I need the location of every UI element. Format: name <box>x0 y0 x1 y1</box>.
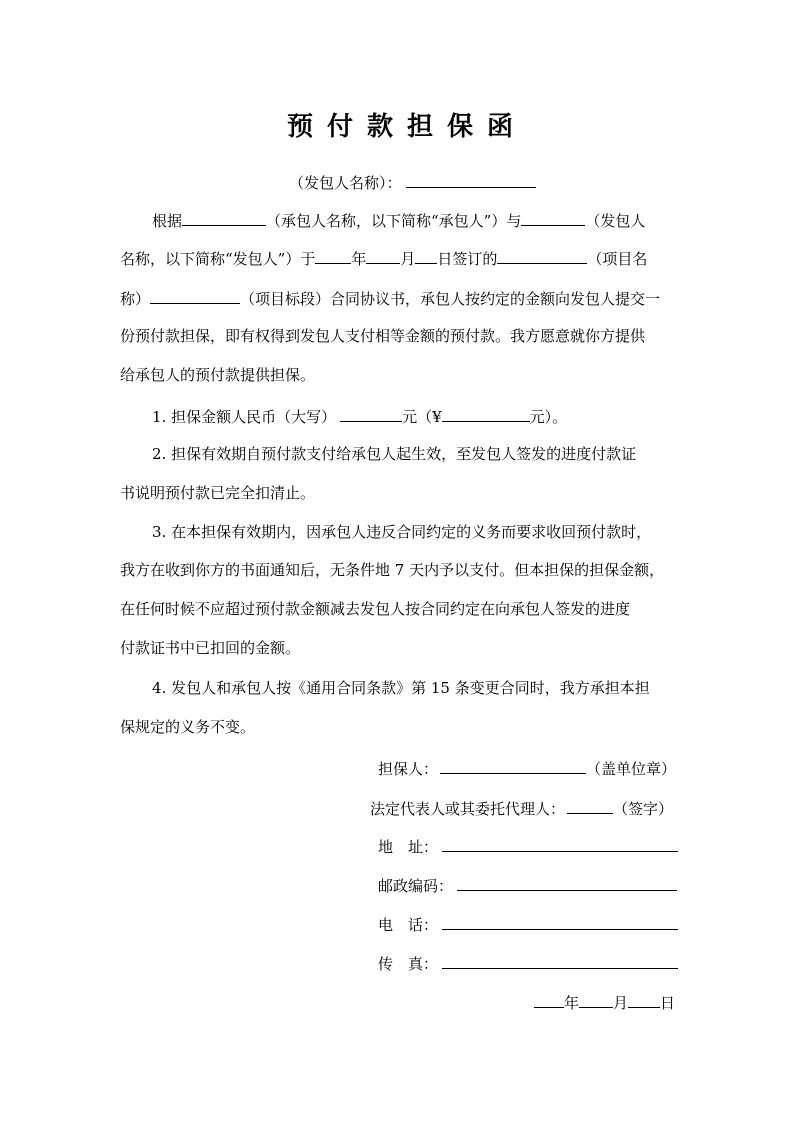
para1-text: 名称，以下简称“发包人”）于 <box>120 250 316 268</box>
item3-line3: 在任何时候不应超过预付款金额减去发包人按合同约定在向承包人签发的进度 <box>120 600 631 618</box>
date-day-blank[interactable] <box>628 990 660 1008</box>
phone-label: 电 话： <box>378 916 439 934</box>
fax-blank[interactable] <box>442 951 678 969</box>
para1-text: （项目名 <box>587 250 648 268</box>
para1-text: （项目标段）合同协议书，承包人按约定的金额向发包人提交一 <box>240 290 661 308</box>
para1-line4: 份预付款担保，即有权得到发包人支付相等金额的预付款。我方愿意就你方提供 <box>120 327 646 345</box>
representative-label: 法定代表人或其委托代理人： <box>370 800 566 818</box>
employer-name-blank[interactable] <box>521 208 585 226</box>
sign-day-blank[interactable] <box>415 246 437 264</box>
amount-words-blank[interactable] <box>340 404 402 422</box>
amount-figures-blank[interactable] <box>442 404 530 422</box>
para1-line3 <box>120 286 660 309</box>
representative-blank[interactable] <box>567 796 613 814</box>
para1-text: 年 <box>351 250 367 268</box>
postcode-line <box>378 873 677 896</box>
postcode-label: 邮政编码： <box>378 877 454 895</box>
page-title: 预付款担保函 <box>286 112 527 142</box>
date-year-blank[interactable] <box>534 990 564 1008</box>
contractor-name-blank[interactable] <box>182 208 266 226</box>
representative-suffix: （签字） <box>613 800 674 818</box>
address-blank[interactable] <box>442 834 678 852</box>
sign-year-blank[interactable] <box>315 246 351 264</box>
fax-line <box>378 951 678 974</box>
item3-line4: 付款证书中已扣回的金额。 <box>120 639 301 657</box>
recipient-label: （发包人名称）： <box>289 174 402 192</box>
para1-text: （发包人 <box>585 212 646 230</box>
guarantor-blank[interactable] <box>440 756 586 774</box>
item3-line1: 3. 在本担保有效期内，因承包人违反合同约定的义务而要求收回预付款时， <box>152 523 652 541</box>
item1-line <box>152 404 567 427</box>
recipient-blank[interactable] <box>406 170 536 188</box>
postcode-blank[interactable] <box>457 873 677 891</box>
representative-line <box>370 796 673 819</box>
item4-line2: 保规定的义务不变。 <box>120 718 256 736</box>
date-day-label: 日 <box>660 994 676 1012</box>
address-line <box>378 834 678 857</box>
item2-line1: 2. 担保有效期自预付款支付给承包人起生效，至发包人签发的进度付款证 <box>152 445 637 463</box>
project-section-blank[interactable] <box>150 286 240 304</box>
para1-text: （承包人名称，以下简称“承包人”）与 <box>266 212 522 230</box>
para1-text: 称） <box>120 290 151 308</box>
para1-line1 <box>152 208 645 231</box>
item3-line2: 我方在收到你方的书面通知后，无条件地 7 天内予以支付。但本担保的担保金额， <box>120 561 665 579</box>
recipient-line <box>289 170 536 193</box>
item4-line1: 4. 发包人和承包人按《通用合同条款》第 15 条变更合同时，我方承担本担 <box>152 679 650 697</box>
item2-line2: 书说明预付款已完全扣清止。 <box>120 484 316 502</box>
item1-text: 元（¥ <box>402 408 442 426</box>
date-month-label: 月 <box>613 994 629 1012</box>
date-month-blank[interactable] <box>579 990 613 1008</box>
sign-month-blank[interactable] <box>366 246 400 264</box>
project-name-blank[interactable] <box>497 246 587 264</box>
para1-text: 月 <box>400 250 416 268</box>
phone-blank[interactable] <box>442 912 678 930</box>
guarantor-line <box>378 756 676 779</box>
para1-text: 根据 <box>152 212 183 230</box>
para1-text: 日签订的 <box>437 250 498 268</box>
guarantor-suffix: （盖单位章） <box>586 760 677 778</box>
fax-label: 传 真： <box>378 955 439 973</box>
item1-text: 1. 担保金额人民币（大写） <box>152 408 337 426</box>
item1-text: 元）。 <box>529 408 568 426</box>
date-line <box>534 990 675 1013</box>
para1-line2 <box>120 246 647 269</box>
para1-line5: 给承包人的预付款提供担保。 <box>120 366 316 384</box>
address-label: 地 址： <box>378 838 439 856</box>
date-year-label: 年 <box>564 994 580 1012</box>
phone-line <box>378 912 678 935</box>
guarantor-label: 担保人： <box>378 760 439 778</box>
